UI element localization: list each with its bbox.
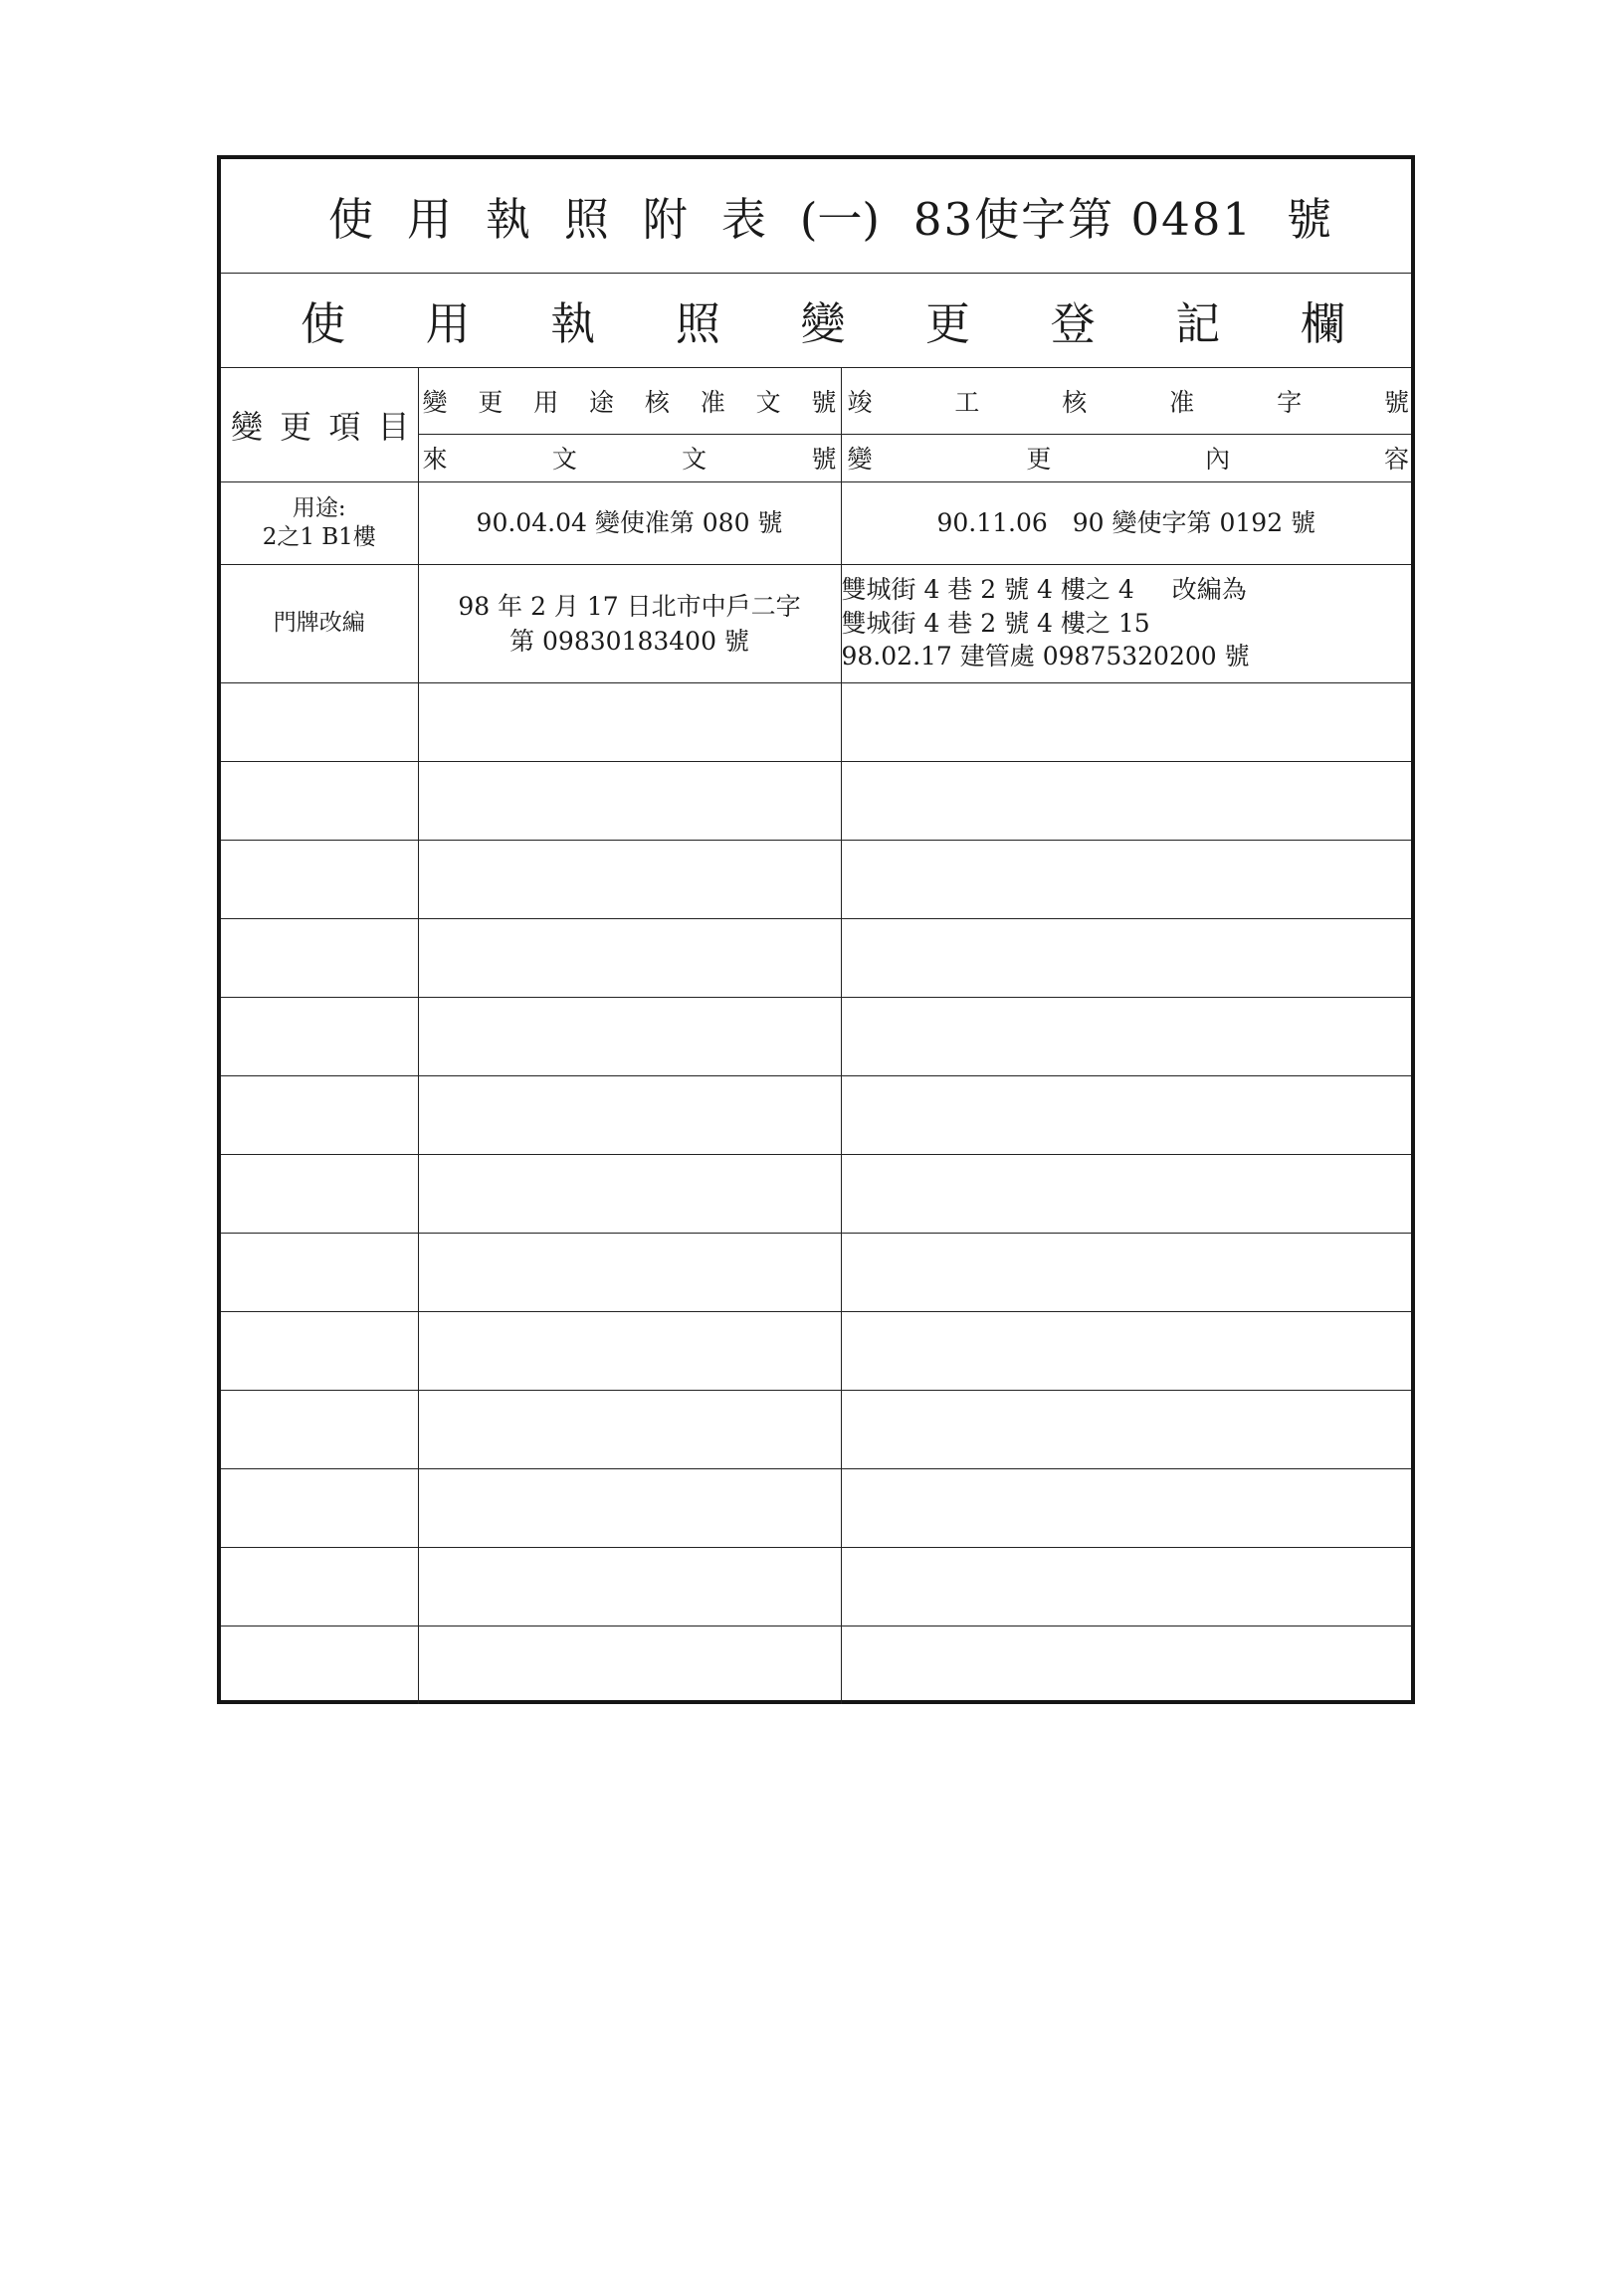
header-item [221, 368, 418, 481]
empty-cell [841, 682, 1411, 761]
empty-cell [221, 1547, 418, 1626]
entry-approval-line: 98 年 2 月 17 日北市中戶二字 [458, 591, 801, 621]
empty-row [221, 1075, 1411, 1154]
table-row [221, 564, 1411, 682]
empty-cell [841, 1311, 1411, 1390]
entry-approval-line: 第 09830183400 號 [509, 626, 749, 656]
banner-char: 使 [301, 297, 346, 350]
header-approval [419, 368, 841, 434]
header-incoming-cell [418, 434, 841, 481]
empty-row [221, 1233, 1411, 1311]
empty-cell [841, 1547, 1411, 1626]
header-char: 項 [328, 407, 361, 446]
empty-cell [418, 761, 841, 840]
title-char: 用 [406, 193, 452, 247]
entry-completion-cell [841, 481, 1411, 564]
header-char: 號 [811, 445, 837, 474]
empty-cell [841, 1233, 1411, 1311]
empty-cell [418, 1075, 841, 1154]
entry-item-line: 門牌改編 [273, 610, 365, 637]
header-char: 變 [847, 445, 873, 474]
empty-row [221, 1390, 1411, 1468]
empty-cell [841, 1075, 1411, 1154]
empty-cell [841, 1154, 1411, 1233]
header-char: 號 [1383, 387, 1409, 417]
title-hao: 號 [1286, 193, 1331, 247]
banner-char: 執 [550, 297, 596, 350]
header-char: 更 [280, 407, 312, 446]
empty-row [221, 1311, 1411, 1390]
banner-char: 用 [425, 297, 471, 350]
table-row [221, 481, 1411, 564]
empty-row [221, 997, 1411, 1075]
permit-form [217, 155, 1415, 1704]
header-char: 文 [682, 445, 707, 474]
empty-cell [418, 682, 841, 761]
content-address-old: 雙城街 4 巷 2 號 4 樓之 4 [841, 574, 1134, 604]
banner-char: 變 [800, 297, 846, 350]
entry-item-cell [221, 481, 418, 564]
header-char: 容 [1383, 445, 1409, 474]
banner-char: 欄 [1300, 297, 1345, 350]
empty-cell [221, 1075, 418, 1154]
empty-cell [841, 997, 1411, 1075]
empty-cell [841, 1390, 1411, 1468]
empty-cell [841, 840, 1411, 918]
entry-approval-line: 90.04.04 變使准第 080 號 [476, 508, 783, 537]
header-char: 更 [478, 387, 504, 417]
title-char: 使 [328, 193, 374, 247]
empty-row [221, 1547, 1411, 1626]
empty-row [221, 840, 1411, 918]
entry-item-cell [221, 564, 418, 682]
content-address-new: 雙城街 4 巷 2 號 4 樓之 15 [841, 608, 1150, 638]
header-row-1 [221, 367, 1411, 434]
banner-char: 登 [1050, 297, 1096, 350]
empty-cell [221, 1626, 418, 1704]
header-char: 核 [644, 387, 670, 417]
empty-cell [418, 1547, 841, 1626]
entry-content-cell [841, 564, 1411, 682]
empty-cell [221, 682, 418, 761]
title-char: 附 [642, 193, 688, 247]
empty-cell [221, 1468, 418, 1547]
section-banner [221, 274, 1411, 367]
header-approval-cell [418, 367, 841, 434]
header-content-cell [841, 434, 1411, 481]
empty-cell [221, 1390, 418, 1468]
change-registration-table [221, 159, 1411, 1704]
empty-cell [418, 1154, 841, 1233]
header-completion [842, 368, 1412, 434]
header-char: 文 [551, 445, 577, 474]
empty-cell [841, 918, 1411, 997]
header-incoming [419, 435, 841, 481]
title-row [221, 159, 1411, 273]
header-char: 來 [422, 445, 448, 474]
empty-cell [221, 918, 418, 997]
empty-cell [418, 840, 841, 918]
empty-cell [418, 1233, 841, 1311]
title-char: 執 [485, 193, 530, 247]
empty-cell [221, 997, 418, 1075]
empty-cell [221, 840, 418, 918]
content-line [842, 573, 1412, 607]
empty-row [221, 1626, 1411, 1704]
header-char: 途 [589, 387, 615, 417]
empty-cell [221, 1154, 418, 1233]
header-char: 變 [231, 407, 264, 446]
empty-row [221, 1154, 1411, 1233]
header-char: 號 [811, 387, 837, 417]
header-content [842, 435, 1412, 481]
header-char: 工 [954, 387, 980, 417]
entry-item-line: 2之1 B1樓 [262, 523, 376, 550]
header-completion-cell [841, 367, 1411, 434]
empty-cell [841, 1626, 1411, 1704]
empty-row [221, 918, 1411, 997]
title-char: 照 [563, 193, 609, 247]
header-char: 變 [422, 387, 448, 417]
empty-cell [418, 997, 841, 1075]
header-char: 用 [533, 387, 559, 417]
empty-row [221, 682, 1411, 761]
header-char: 准 [700, 387, 725, 417]
header-char: 字 [1277, 387, 1303, 417]
header-char: 竣 [847, 387, 873, 417]
header-char: 更 [1026, 445, 1052, 474]
title-char: 表 [720, 193, 766, 247]
header-char: 內 [1205, 445, 1231, 474]
content-reference: 98.02.17 建管處 09875320200 號 [841, 642, 1250, 671]
header-char: 核 [1062, 387, 1088, 417]
header-char: 文 [755, 387, 781, 417]
banner-row [221, 273, 1411, 367]
empty-cell [841, 1468, 1411, 1547]
content-note: 改編為 [1171, 574, 1247, 604]
entry-approval-cell [418, 481, 841, 564]
entry-approval-cell [418, 564, 841, 682]
banner-char: 記 [1175, 297, 1221, 350]
banner-char: 照 [675, 297, 720, 350]
title-suffix: (一) [799, 193, 880, 247]
empty-cell [841, 761, 1411, 840]
empty-cell [418, 1311, 841, 1390]
form-title [221, 159, 1411, 273]
banner-char: 更 [925, 297, 971, 350]
empty-cell [221, 1233, 418, 1311]
header-item-cell [221, 367, 418, 481]
header-char: 准 [1169, 387, 1195, 417]
empty-cell [418, 1390, 841, 1468]
empty-cell [418, 918, 841, 997]
empty-cell [221, 1311, 418, 1390]
entry-item-line: 用途: [292, 494, 346, 521]
empty-row [221, 1468, 1411, 1547]
empty-cell [418, 1626, 841, 1704]
permit-number: 83使字第 0481 [912, 193, 1253, 247]
header-char: 目 [377, 407, 410, 446]
empty-row [221, 761, 1411, 840]
entry-completion-line: 90.11.06 90 變使字第 0192 號 [936, 508, 1316, 537]
empty-cell [418, 1468, 841, 1547]
empty-cell [221, 761, 418, 840]
